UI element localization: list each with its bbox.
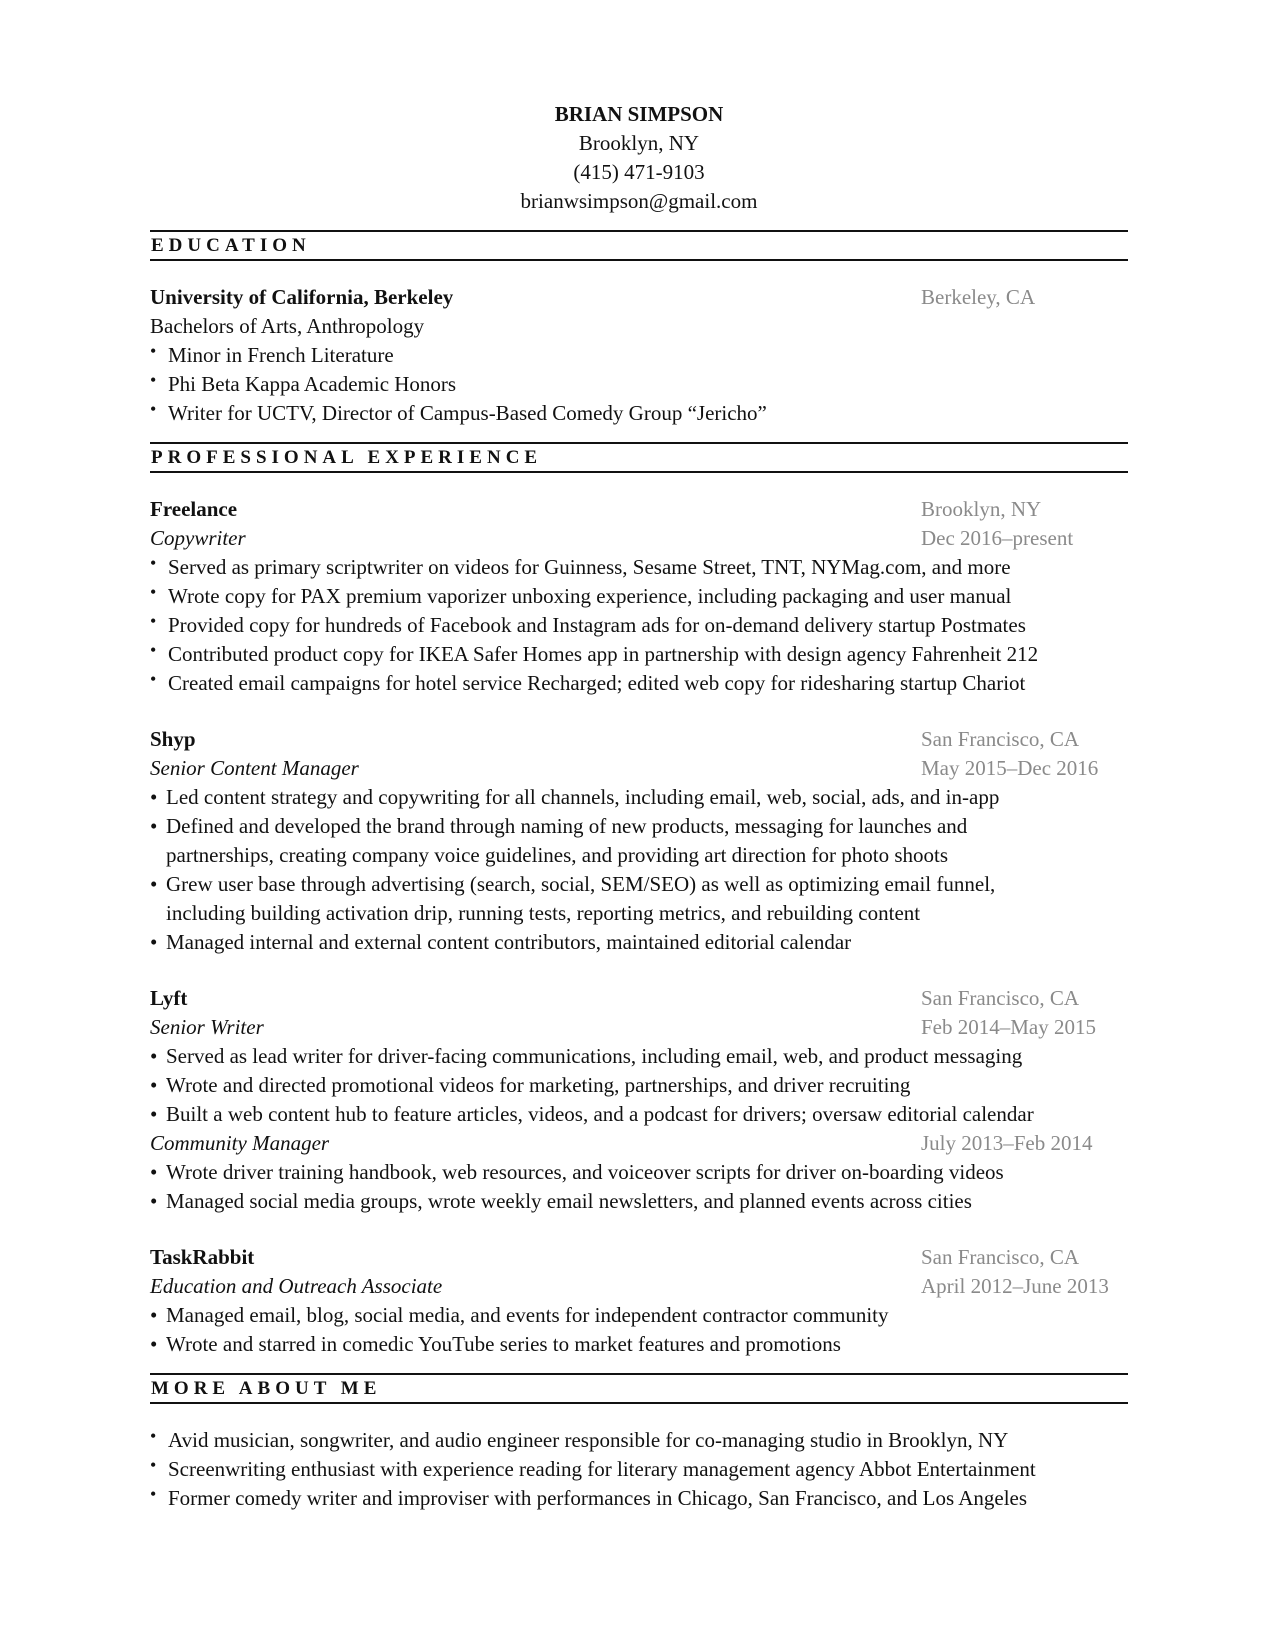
job-dates: Feb 2014–May 2015 <box>921 1015 1096 1039</box>
job-dates: July 2013–Feb 2014 <box>921 1131 1093 1155</box>
job-header-row <box>150 984 1128 1013</box>
job-role-row <box>150 1013 1128 1042</box>
job-shyp <box>150 725 1128 957</box>
education-section <box>150 261 1128 428</box>
more-heading: MORE ABOUT ME <box>150 1373 1128 1404</box>
job-header-row <box>150 495 1128 524</box>
resume-page <box>150 100 1128 1513</box>
list-item: • Served as primary scriptwriter on videos for Guinness, Sesame Street, TNT, NYMag.com, and more <box>150 553 1128 582</box>
school-name: University of California, Berkeley <box>150 285 454 309</box>
job-bullets <box>150 1158 1128 1216</box>
list-item: • Wrote driver training handbook, web resources, and voiceover scripts for driver on-boarding videos <box>150 1158 1128 1187</box>
job-role: Community Manager <box>150 1131 330 1155</box>
job-role: Senior Content Manager <box>150 756 359 780</box>
job-header-row <box>150 1243 1128 1272</box>
candidate-location: Brooklyn, NY <box>578 131 700 155</box>
candidate-name: BRIAN SIMPSON <box>554 102 724 126</box>
job-location: San Francisco, CA <box>921 986 1080 1010</box>
list-item-continuation: partnerships, creating company voice guidelines, and providing art direction for photo shoots <box>166 843 949 867</box>
candidate-phone: (415) 471-9103 <box>573 160 705 184</box>
job-bullets <box>150 1301 1128 1359</box>
list-item: • Created email campaigns for hotel service Recharged; edited web copy for ridesharing startup Chariot <box>150 669 1128 698</box>
list-item: • Contributed product copy for IKEA Safer Homes app in partnership with design agency Fahrenheit 212 <box>150 640 1128 669</box>
list-item: • Managed social media groups, wrote weekly email newsletters, and planned events across cities <box>150 1187 1128 1216</box>
list-item: • Built a web content hub to feature articles, videos, and a podcast for drivers; oversaw editorial calendar <box>150 1100 1128 1129</box>
education-bullets <box>150 341 1128 428</box>
job-dates: Dec 2016–present <box>921 526 1074 550</box>
job-bullets <box>150 783 1128 957</box>
list-item: • Minor in French Literature <box>150 341 1128 370</box>
job-role-row <box>150 524 1128 553</box>
list-item-continuation: including building activation drip, running tests, reporting metrics, and rebuilding content <box>166 901 921 925</box>
list-item: • Managed internal and external content contributors, maintained editorial calendar <box>150 928 1128 957</box>
job-role-row <box>150 1272 1128 1301</box>
job-location: San Francisco, CA <box>921 727 1080 751</box>
job-role: Education and Outreach Associate <box>150 1274 443 1298</box>
job-freelance <box>150 495 1128 698</box>
more-section <box>150 1404 1128 1513</box>
list-item: • Screenwriting enthusiast with experience reading for literary management agency Abbot Entertainment <box>150 1455 1128 1484</box>
list-item: • Managed email, blog, social media, and events for independent contractor community <box>150 1301 1128 1330</box>
more-bullets <box>150 1426 1128 1513</box>
job-bullets <box>150 553 1128 698</box>
job-role: Copywriter <box>150 526 246 550</box>
list-item: • Defined and developed the brand through naming of new products, messaging for launches and <box>150 812 1128 841</box>
degree: Bachelors of Arts, Anthropology <box>150 314 425 338</box>
job-dates: April 2012–June 2013 <box>921 1274 1109 1298</box>
candidate-email: brianwsimpson@gmail.com <box>520 189 758 213</box>
experience-heading: PROFESSIONAL EXPERIENCE <box>150 442 1128 473</box>
job-dates: May 2015–Dec 2016 <box>921 756 1099 780</box>
job-lyft <box>150 984 1128 1216</box>
experience-section <box>150 473 1128 1359</box>
job-role-row <box>150 1129 1128 1158</box>
list-item: • Served as lead writer for driver-facing communications, including email, web, and product messaging <box>150 1042 1128 1071</box>
education-school-row <box>150 283 1128 312</box>
job-location: Brooklyn, NY <box>921 497 1042 521</box>
job-org: TaskRabbit <box>150 1245 255 1269</box>
list-item: • Former comedy writer and improviser with performances in Chicago, San Francisco, and Los Angeles <box>150 1484 1128 1513</box>
education-heading: EDUCATION <box>150 230 1128 261</box>
job-role: Senior Writer <box>150 1015 264 1039</box>
job-role-row <box>150 754 1128 783</box>
job-location: San Francisco, CA <box>921 1245 1080 1269</box>
job-taskrabbit <box>150 1243 1128 1359</box>
job-org: Lyft <box>150 986 188 1010</box>
school-location: Berkeley, CA <box>921 285 1036 309</box>
list-item: • Wrote copy for PAX premium vaporizer unboxing experience, including packaging and user manual <box>150 582 1128 611</box>
job-org: Freelance <box>150 497 238 521</box>
list-item: • Wrote and directed promotional videos for marketing, partnerships, and driver recruiting <box>150 1071 1128 1100</box>
list-item: • Wrote and starred in comedic YouTube series to market features and promotions <box>150 1330 1128 1359</box>
list-item: • Led content strategy and copywriting for all channels, including email, web, social, ads, and in-app <box>150 783 1128 812</box>
job-bullets <box>150 1042 1128 1129</box>
list-item: • Grew user base through advertising (search, social, SEM/SEO) as well as optimizing email funnel, <box>150 870 1128 899</box>
job-org: Shyp <box>150 727 196 751</box>
resume-header <box>150 100 1128 216</box>
list-item: • Phi Beta Kappa Academic Honors <box>150 370 1128 399</box>
job-header-row <box>150 725 1128 754</box>
list-item: • Provided copy for hundreds of Facebook and Instagram ads for on-demand delivery startup Postmates <box>150 611 1128 640</box>
list-item: • Avid musician, songwriter, and audio engineer responsible for co-managing studio in Brooklyn, NY <box>150 1426 1128 1455</box>
list-item: • Writer for UCTV, Director of Campus-Based Comedy Group “Jericho” <box>150 399 1128 428</box>
